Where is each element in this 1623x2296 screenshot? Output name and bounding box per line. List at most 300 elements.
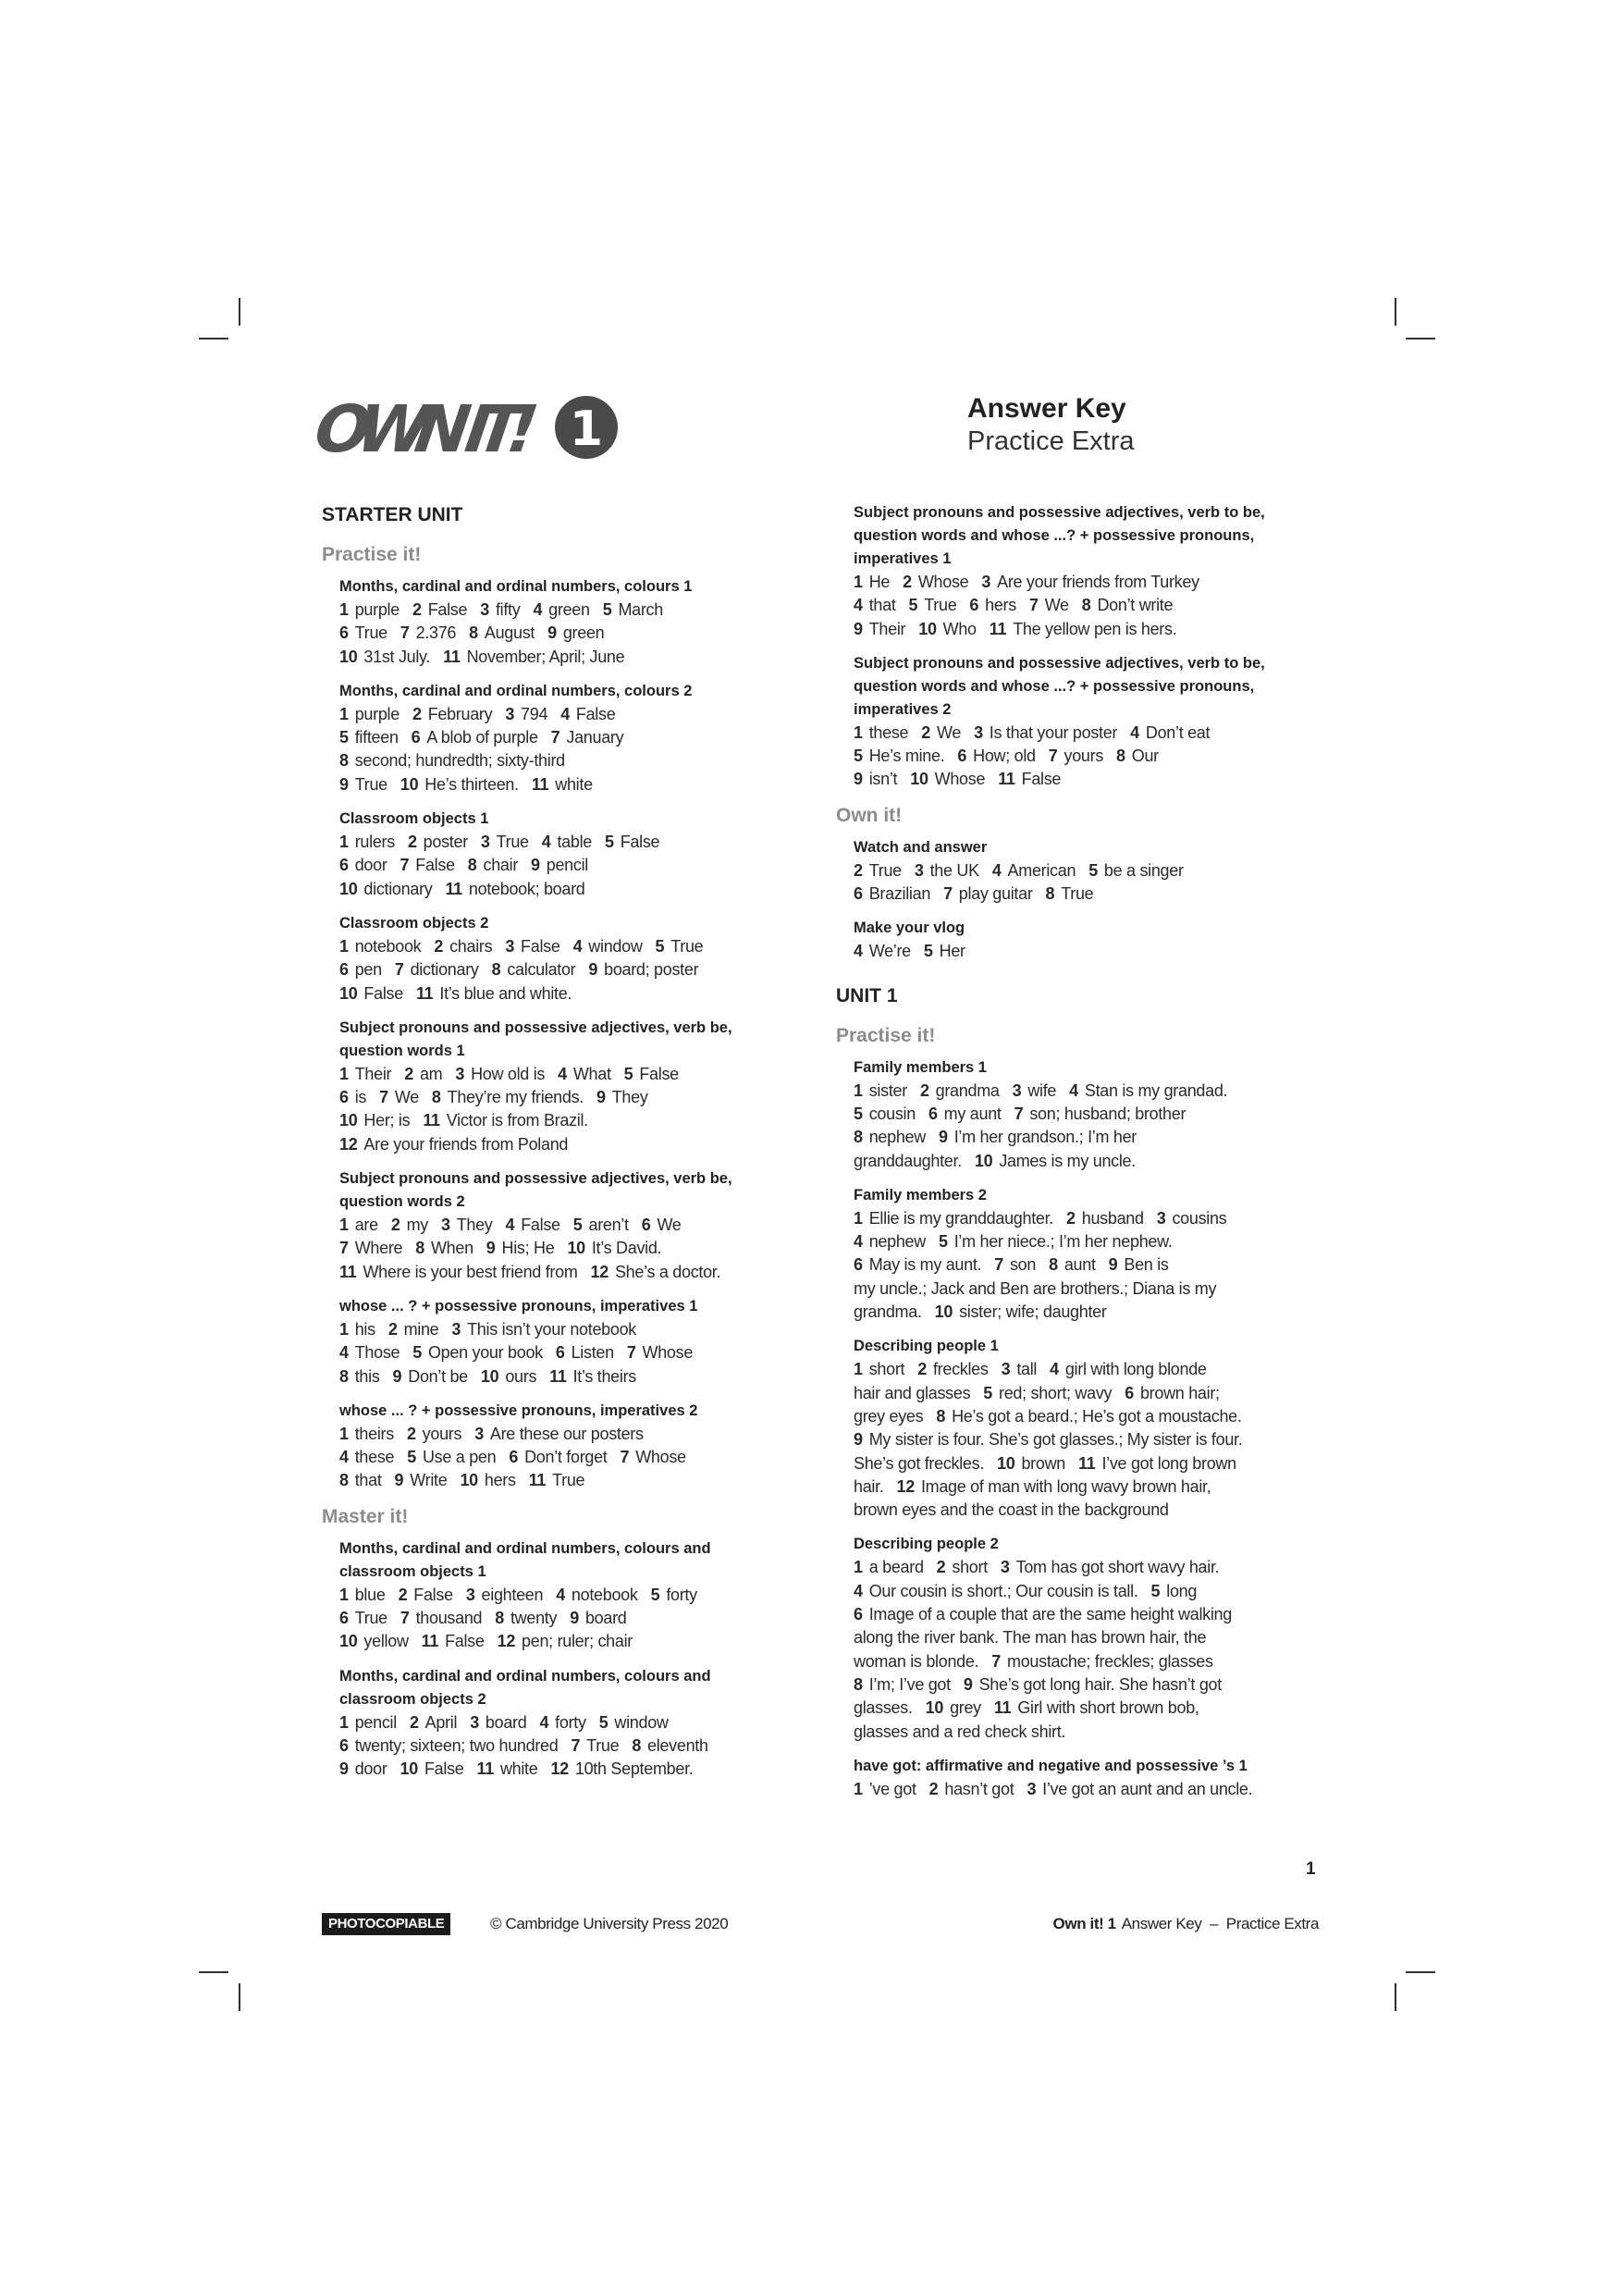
answer-item	[854, 1232, 926, 1251]
answer-line	[854, 1382, 1354, 1405]
answer-number: 9	[392, 1366, 402, 1386]
answer-text: board; poster	[604, 960, 699, 980]
answer-text: nephew	[868, 1128, 926, 1147]
answer-item	[854, 1360, 904, 1378]
answer-item	[928, 1105, 1002, 1123]
answer-item	[937, 1558, 988, 1576]
answer-line	[854, 1126, 1354, 1149]
answer-number: 10	[480, 1366, 499, 1386]
answer-text: Whose	[635, 1448, 686, 1467]
answer-item	[556, 1586, 637, 1604]
answer-text: grey eyes	[854, 1406, 924, 1426]
answer-item	[854, 942, 911, 960]
answer-text: Listen	[571, 1343, 614, 1363]
photocopiable-badge: PHOTOCOPIABLE	[322, 1913, 450, 1935]
answer-text: a beard	[868, 1558, 924, 1577]
answer-text: grandma	[935, 1080, 1000, 1100]
answer-number: 10	[339, 983, 358, 1003]
answer-text: grandma.	[854, 1302, 922, 1322]
answer-text: True	[354, 1609, 387, 1628]
answer-line	[854, 1301, 1354, 1324]
exercise-title: Subject pronouns and possessive adjectives, verb to be,	[854, 654, 1265, 672]
answer-item	[627, 1343, 693, 1362]
section-heading: Own it!	[836, 804, 903, 826]
answer-item	[624, 1065, 679, 1083]
answer-text: this	[354, 1366, 380, 1386]
answer-number: 7	[400, 1609, 410, 1628]
answer-text: True	[496, 833, 529, 852]
answer-line	[854, 1452, 1354, 1475]
answer-text: I’m; I’ve got	[868, 1674, 951, 1694]
answer-number: 2	[404, 1064, 413, 1083]
answer-text: notebook	[354, 936, 422, 956]
answer-item	[551, 728, 624, 747]
answer-text: Use a pen	[422, 1448, 497, 1467]
answer-line	[854, 1580, 1354, 1603]
answer-number: 8	[936, 1406, 946, 1426]
answer-text: long	[1166, 1581, 1198, 1600]
answer-text: Brazilian	[868, 884, 931, 904]
answer-text: brown eyes and the coast in the background	[854, 1500, 1169, 1520]
answer-item	[924, 942, 965, 960]
exercise-title: classroom objects 1	[339, 1562, 486, 1580]
answer-item	[1027, 1780, 1252, 1798]
answer-line	[339, 1734, 840, 1758]
answer-item	[854, 1430, 1242, 1449]
answer-number: 5	[602, 600, 612, 619]
answer-block	[854, 917, 1354, 963]
answer-text: James is my uncle.	[999, 1151, 1136, 1170]
answer-item	[339, 1471, 382, 1489]
answer-text: twenty	[510, 1609, 558, 1628]
answer-item	[339, 1367, 380, 1386]
answer-line	[339, 1607, 840, 1630]
answer-text: False	[639, 1064, 679, 1083]
copyright: © Cambridge University Press 2020	[490, 1915, 729, 1932]
answer-item	[1001, 1558, 1219, 1576]
answer-item	[897, 1477, 1211, 1496]
answer-text: forty	[666, 1585, 697, 1604]
answer-line	[339, 1318, 840, 1341]
answer-text: The yellow pen is hers.	[1013, 619, 1177, 638]
answer-item	[531, 856, 588, 874]
answer-item	[854, 1628, 1206, 1647]
answer-text: Don’t eat	[1145, 722, 1211, 742]
answer-text: Their	[354, 1064, 392, 1083]
answer-item	[854, 573, 890, 591]
answer-item	[854, 620, 905, 638]
answer-item	[1130, 723, 1210, 742]
answer-number: 3	[440, 1216, 450, 1235]
answer-item	[943, 884, 1032, 903]
crop-mark	[1406, 338, 1435, 339]
answer-text: chairs	[449, 936, 493, 956]
answer-item	[486, 1239, 555, 1257]
answer-item	[854, 861, 902, 880]
answer-number: 9	[339, 1759, 349, 1779]
answer-item	[379, 1088, 419, 1106]
answer-text: False	[413, 1585, 453, 1604]
answer-item	[854, 1255, 981, 1274]
exercise-title: Months, cardinal and ordinal numbers, colours 2	[339, 682, 693, 699]
answer-text: window	[588, 936, 643, 956]
answer-text: yours	[422, 1424, 462, 1443]
answer-item	[480, 600, 520, 619]
answer-line	[854, 1230, 1354, 1253]
answer-item	[1014, 1105, 1187, 1123]
answer-number: 5	[983, 1383, 992, 1402]
answer-block	[339, 912, 840, 1006]
answer-text: cousin	[868, 1104, 916, 1123]
footer-doc: Answer Key – Practice Extra	[1121, 1915, 1319, 1932]
answer-item	[994, 1698, 1199, 1717]
answer-number: 8	[632, 1735, 642, 1755]
answer-item	[909, 596, 957, 614]
answer-text: I’ve got long brown	[1101, 1453, 1236, 1473]
answer-number: 4	[339, 1343, 349, 1363]
exercise-title: Make your vlog	[854, 920, 965, 937]
answer-line	[854, 883, 1354, 906]
answer-number: 4	[854, 942, 863, 961]
answer-line	[339, 726, 840, 749]
answer-item	[573, 937, 643, 956]
answer-text: wife	[1027, 1080, 1057, 1100]
answer-text: husband	[1081, 1208, 1144, 1228]
answer-item	[339, 856, 387, 874]
answer-number: 3	[451, 1319, 461, 1339]
answer-text: May is my aunt.	[868, 1255, 982, 1275]
answer-text: We	[936, 722, 962, 742]
exercise-title: Family members 2	[854, 1186, 987, 1204]
answer-number: 5	[572, 1216, 583, 1235]
answer-text: door	[354, 1759, 387, 1779]
answer-text: yours	[1064, 747, 1104, 766]
answer-item	[416, 984, 572, 1003]
answer-number: 1	[854, 722, 863, 742]
answer-text: False	[445, 1632, 485, 1651]
answer-item	[854, 1384, 970, 1402]
answer-item	[339, 648, 430, 666]
answer-number: 6	[854, 1605, 863, 1624]
answer-line	[339, 935, 840, 958]
exercise-title: Watch and answer	[854, 838, 988, 856]
answer-number: 11	[445, 879, 462, 898]
answer-item	[1002, 1360, 1038, 1378]
answer-item	[570, 1609, 626, 1627]
answer-item	[910, 770, 985, 788]
answer-item	[339, 775, 387, 794]
answer-block	[854, 1184, 1354, 1324]
answer-text: American	[1007, 860, 1076, 880]
answer-item	[591, 1263, 721, 1281]
answer-item	[532, 775, 593, 794]
answer-text: son; husband; brother	[1029, 1104, 1187, 1123]
answer-number: 8	[495, 1609, 504, 1628]
answer-text: woman is blonde.	[854, 1651, 979, 1671]
answer-item	[481, 833, 529, 851]
answer-text: February	[427, 704, 493, 723]
answer-text: ’ve got	[868, 1779, 916, 1798]
answer-number: 5	[407, 1448, 416, 1467]
answer-item	[1069, 1081, 1227, 1100]
answer-number: 6	[1125, 1383, 1134, 1402]
answer-item	[339, 1111, 410, 1129]
answer-text: He’s thirteen.	[424, 774, 519, 794]
answer-block	[854, 1335, 1354, 1522]
answer-item	[339, 728, 399, 747]
answer-line	[339, 703, 840, 726]
answer-item	[854, 1675, 951, 1694]
answer-item	[339, 1263, 578, 1281]
answer-text: board	[584, 1609, 627, 1628]
answer-number: 8	[1081, 596, 1091, 615]
answer-number: 7	[1014, 1104, 1024, 1123]
answer-line	[854, 1673, 1354, 1697]
answer-number: 11	[423, 1111, 440, 1130]
answer-number: 1	[854, 1080, 863, 1100]
answer-text: 2.376	[415, 623, 457, 643]
answer-item	[854, 1500, 1169, 1519]
answer-text: Image of a couple that are the same height walking	[868, 1605, 1232, 1624]
exercise-title: Describing people 1	[854, 1338, 999, 1355]
answer-text: be a singer	[1103, 860, 1184, 880]
answer-number: 7	[339, 1239, 349, 1258]
answer-number: 9	[339, 774, 349, 794]
answer-block	[339, 1017, 840, 1156]
answer-item	[854, 1558, 924, 1576]
answer-number: 2	[412, 704, 422, 723]
answer-item	[854, 1279, 1216, 1298]
exercise-title: Months, cardinal and ordinal numbers, colours and	[339, 1667, 711, 1685]
exercise-title: have got: affirmative and negative and possessive ’s 1	[854, 1757, 1248, 1774]
answer-block	[854, 652, 1354, 792]
answer-number: 12	[896, 1476, 915, 1496]
answer-number: 1	[339, 1585, 349, 1604]
right-column	[836, 501, 1354, 1812]
answer-item	[1109, 1255, 1169, 1274]
answer-text: dictionary	[363, 879, 433, 898]
answer-line	[339, 1109, 840, 1132]
unit-heading: STARTER UNIT	[322, 504, 463, 525]
answer-text: Are your friends from Poland	[363, 1134, 569, 1154]
answer-line	[339, 1086, 840, 1109]
answer-number: 10	[567, 1239, 585, 1258]
answer-text: Open your book	[427, 1343, 543, 1363]
answer-item	[975, 1152, 1136, 1170]
answer-item	[903, 573, 968, 591]
answer-item	[339, 705, 400, 723]
answer-line	[339, 878, 840, 901]
answer-text: How; old	[973, 747, 1036, 766]
answer-item	[571, 1736, 619, 1755]
answer-item	[854, 596, 896, 614]
answer-item	[854, 747, 944, 765]
answer-item	[339, 1713, 397, 1732]
answer-text: He’s mine.	[868, 747, 945, 766]
answer-text: False	[363, 983, 403, 1003]
answer-number: 8	[1049, 1255, 1058, 1275]
answer-line	[339, 1261, 840, 1284]
answer-number: 5	[412, 1343, 422, 1363]
answer-text: isn’t	[868, 770, 898, 789]
exercise-title: question words 2	[339, 1193, 465, 1211]
answer-item	[915, 861, 979, 880]
answer-text: 794	[521, 704, 548, 723]
answer-number: 4	[572, 936, 583, 956]
answer-number: 3	[1027, 1779, 1037, 1798]
answer-text: This isn’t your notebook	[467, 1319, 637, 1339]
answer-item	[339, 960, 382, 979]
answer-item	[854, 1582, 1138, 1600]
answer-item	[339, 1759, 387, 1778]
answer-item	[445, 880, 584, 898]
answer-number: 10	[925, 1698, 944, 1718]
answer-line	[854, 1556, 1354, 1579]
page-title: Answer Key	[967, 393, 1126, 424]
answer-number: 11	[1078, 1453, 1096, 1473]
answer-item	[596, 1088, 648, 1106]
answer-text: They	[456, 1216, 493, 1235]
answer-line	[854, 1150, 1354, 1173]
answer-item	[434, 937, 492, 956]
answer-line	[854, 1358, 1354, 1381]
answer-text: pencil	[354, 1712, 397, 1732]
answer-item	[1050, 1360, 1207, 1378]
answer-item	[533, 600, 589, 619]
answer-number: 3	[505, 936, 515, 956]
answer-item	[339, 1216, 378, 1234]
answer-text: rulers	[354, 833, 395, 852]
answer-block	[339, 808, 840, 901]
answer-line	[339, 622, 840, 645]
answer-block	[339, 1295, 840, 1389]
exercise-title: Classroom objects 2	[339, 914, 489, 932]
answer-line	[854, 768, 1354, 791]
answer-line	[339, 1758, 840, 1781]
answer-number: 2	[919, 1080, 929, 1100]
answer-number: 2	[434, 936, 444, 956]
answer-number: 7	[550, 728, 560, 747]
answer-number: 4	[854, 596, 863, 615]
answer-item	[422, 1632, 485, 1650]
answer-text: How old is	[471, 1064, 546, 1083]
answer-item	[964, 1675, 1222, 1694]
answer-line	[854, 1778, 1354, 1801]
answer-number: 10	[339, 647, 358, 666]
answer-text: short	[868, 1360, 905, 1379]
answer-number: 9	[854, 770, 863, 789]
answer-item	[994, 1255, 1036, 1274]
answer-number: 1	[854, 573, 863, 591]
answer-item	[1078, 1454, 1236, 1473]
answer-text: table	[557, 833, 593, 852]
answer-number: 6	[339, 856, 349, 875]
answer-item	[469, 623, 535, 642]
answer-number: 4	[560, 704, 570, 723]
answer-text: hers	[985, 596, 1016, 615]
answer-item	[412, 705, 492, 723]
answer-line	[339, 599, 840, 622]
answer-number: 8	[1116, 747, 1125, 766]
answer-block	[339, 1400, 840, 1493]
answer-item	[957, 747, 1035, 765]
exercise-title: whose ... ? + possessive pronouns, imperatives 2	[339, 1401, 698, 1419]
answer-item	[558, 1065, 611, 1083]
answer-number: 12	[590, 1262, 609, 1281]
answer-number: 7	[991, 1651, 1001, 1671]
answer-block	[854, 1755, 1354, 1801]
answer-item	[466, 1586, 543, 1604]
answer-item	[917, 1360, 988, 1378]
answer-item	[854, 1698, 913, 1717]
answer-item	[388, 1320, 439, 1339]
answer-text: twenty; sixteen; two hundred	[354, 1735, 559, 1755]
answer-number: 11	[476, 1759, 494, 1779]
answer-line	[339, 1469, 840, 1492]
answer-text: She’s got long hair. She hasn’t got	[978, 1674, 1222, 1694]
answer-text: Who	[942, 619, 977, 638]
answer-text: fifteen	[354, 728, 399, 747]
answer-item	[492, 960, 576, 979]
answer-line	[854, 571, 1354, 594]
answer-text: calculator	[507, 960, 576, 980]
answer-text: aren’t	[588, 1216, 629, 1235]
answer-item	[400, 775, 519, 794]
answer-number: 1	[339, 1064, 349, 1083]
answer-number: 3	[465, 1585, 475, 1604]
answer-text: the UK	[929, 860, 979, 880]
answer-number: 2	[903, 573, 912, 591]
answer-text: 10th September.	[574, 1759, 694, 1779]
answer-item	[642, 1216, 682, 1234]
answer-number: 6	[854, 884, 863, 904]
answer-item	[1116, 747, 1159, 765]
answer-number: 3	[480, 600, 489, 619]
answer-item	[339, 1135, 568, 1154]
answer-item	[854, 1209, 1053, 1228]
answer-item	[560, 705, 615, 723]
answer-number: 11	[549, 1366, 567, 1386]
answer-number: 8	[491, 960, 501, 980]
answer-number: 8	[854, 1674, 863, 1694]
answer-number: 9	[588, 960, 598, 980]
answer-number: 2	[412, 600, 422, 619]
answer-item	[990, 620, 1177, 638]
answer-text: pen; ruler; chair	[522, 1632, 633, 1651]
answer-item	[339, 984, 403, 1003]
answer-item	[588, 960, 698, 979]
answer-number: 5	[339, 728, 349, 747]
answer-text: They	[611, 1088, 648, 1107]
answer-number: 5	[650, 1585, 660, 1604]
answer-number: 7	[400, 856, 410, 875]
answer-number: 9	[531, 856, 540, 875]
answer-block	[854, 1533, 1354, 1743]
answer-text: fifty	[495, 600, 521, 619]
answer-item	[854, 884, 930, 903]
answer-text: False	[427, 600, 468, 619]
answer-text: Where	[354, 1239, 403, 1258]
crop-mark	[1395, 1983, 1396, 2011]
answer-item	[455, 1065, 545, 1083]
answer-item	[460, 1471, 515, 1489]
answer-text: that	[868, 596, 896, 615]
answer-number: 1	[854, 1779, 863, 1798]
answer-text: glasses.	[854, 1698, 913, 1718]
answer-number: 1	[339, 1216, 349, 1235]
answer-item	[470, 1713, 526, 1732]
answer-text: dictionary	[410, 960, 479, 980]
